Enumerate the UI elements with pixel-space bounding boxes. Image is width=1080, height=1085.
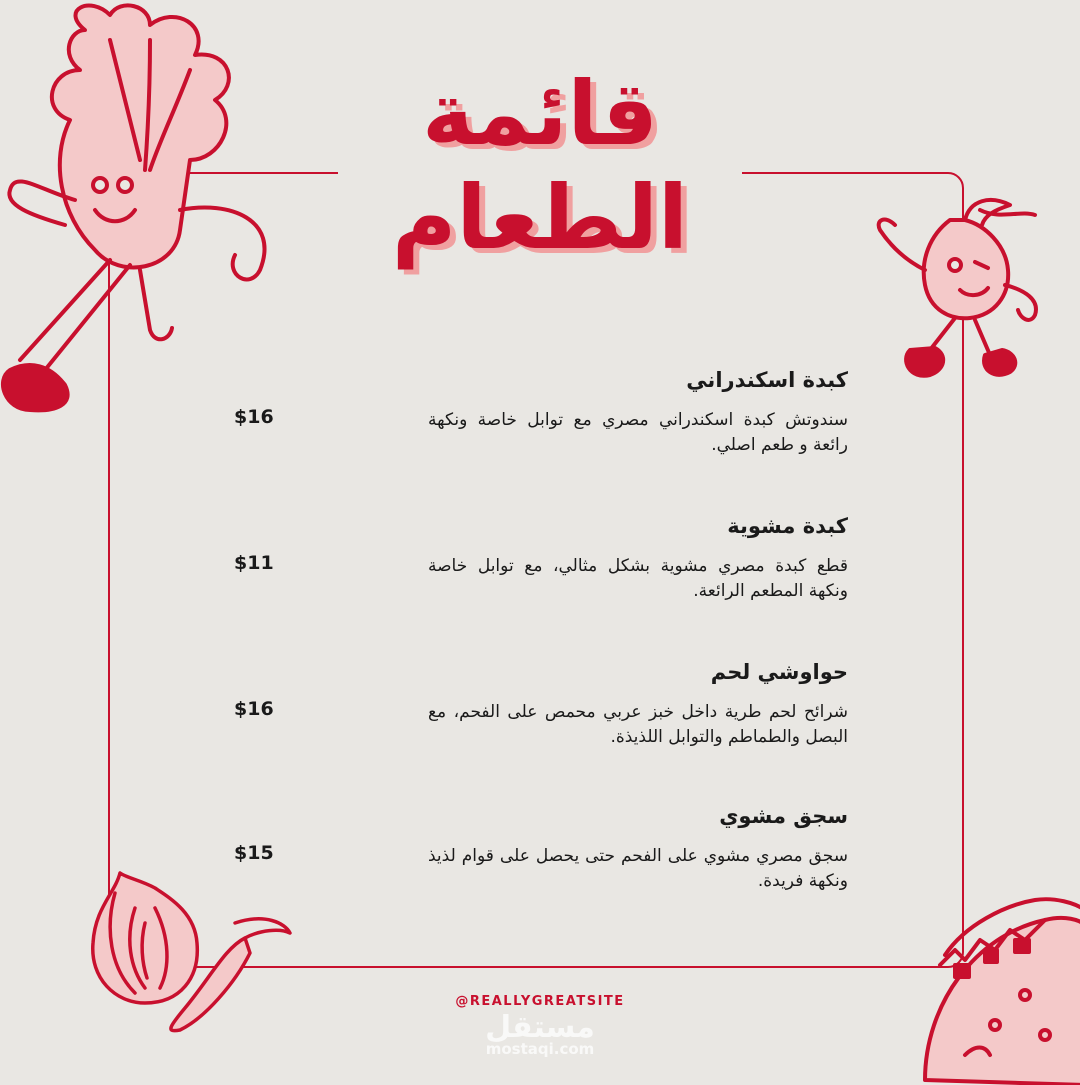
item-description: سجق مصري مشوي على الفحم حتى يحصل على قوام لذيذ ونكهة فريدة. xyxy=(428,846,848,891)
social-handle[interactable]: @REALLYGREATSITE xyxy=(455,994,625,1009)
item-name: سجق مشوي xyxy=(719,804,848,828)
onion-and-chili-illustration xyxy=(85,868,295,1038)
onion-character-illustration xyxy=(870,190,1060,390)
lettuce-character-illustration xyxy=(0,0,300,430)
title-line-2: الطعام xyxy=(391,166,689,269)
item-description: شرائح لحم طرية داخل خبز عربي محمص على الفحم، مع البصل والطماطم والتوابل اللذيذة. xyxy=(428,702,848,747)
item-name: كبدة مشوية xyxy=(727,514,848,538)
item-description: سندوتش كبدة اسكندراني مصري مع توابل خاصة ونكهة رائعة و طعم اصلي. xyxy=(428,410,848,455)
item-name: كبدة اسكندراني xyxy=(686,368,848,392)
item-price: $15 xyxy=(234,842,274,864)
taco-illustration xyxy=(905,895,1080,1085)
item-price: $16 xyxy=(234,698,274,720)
item-price: $11 xyxy=(234,552,274,574)
watermark-logo: مستقل xyxy=(485,1010,595,1045)
menu-title xyxy=(360,62,720,270)
item-description: قطع كبدة مصري مشوية بشكل مثالي، مع توابل خاصة ونكهة المطعم الرائعة. xyxy=(428,556,848,601)
item-name: حواوشي لحم xyxy=(710,660,848,684)
watermark-url: mostaqi.com xyxy=(485,1040,595,1058)
item-price: $16 xyxy=(234,406,274,428)
title-line-1: قائمة xyxy=(421,62,659,165)
